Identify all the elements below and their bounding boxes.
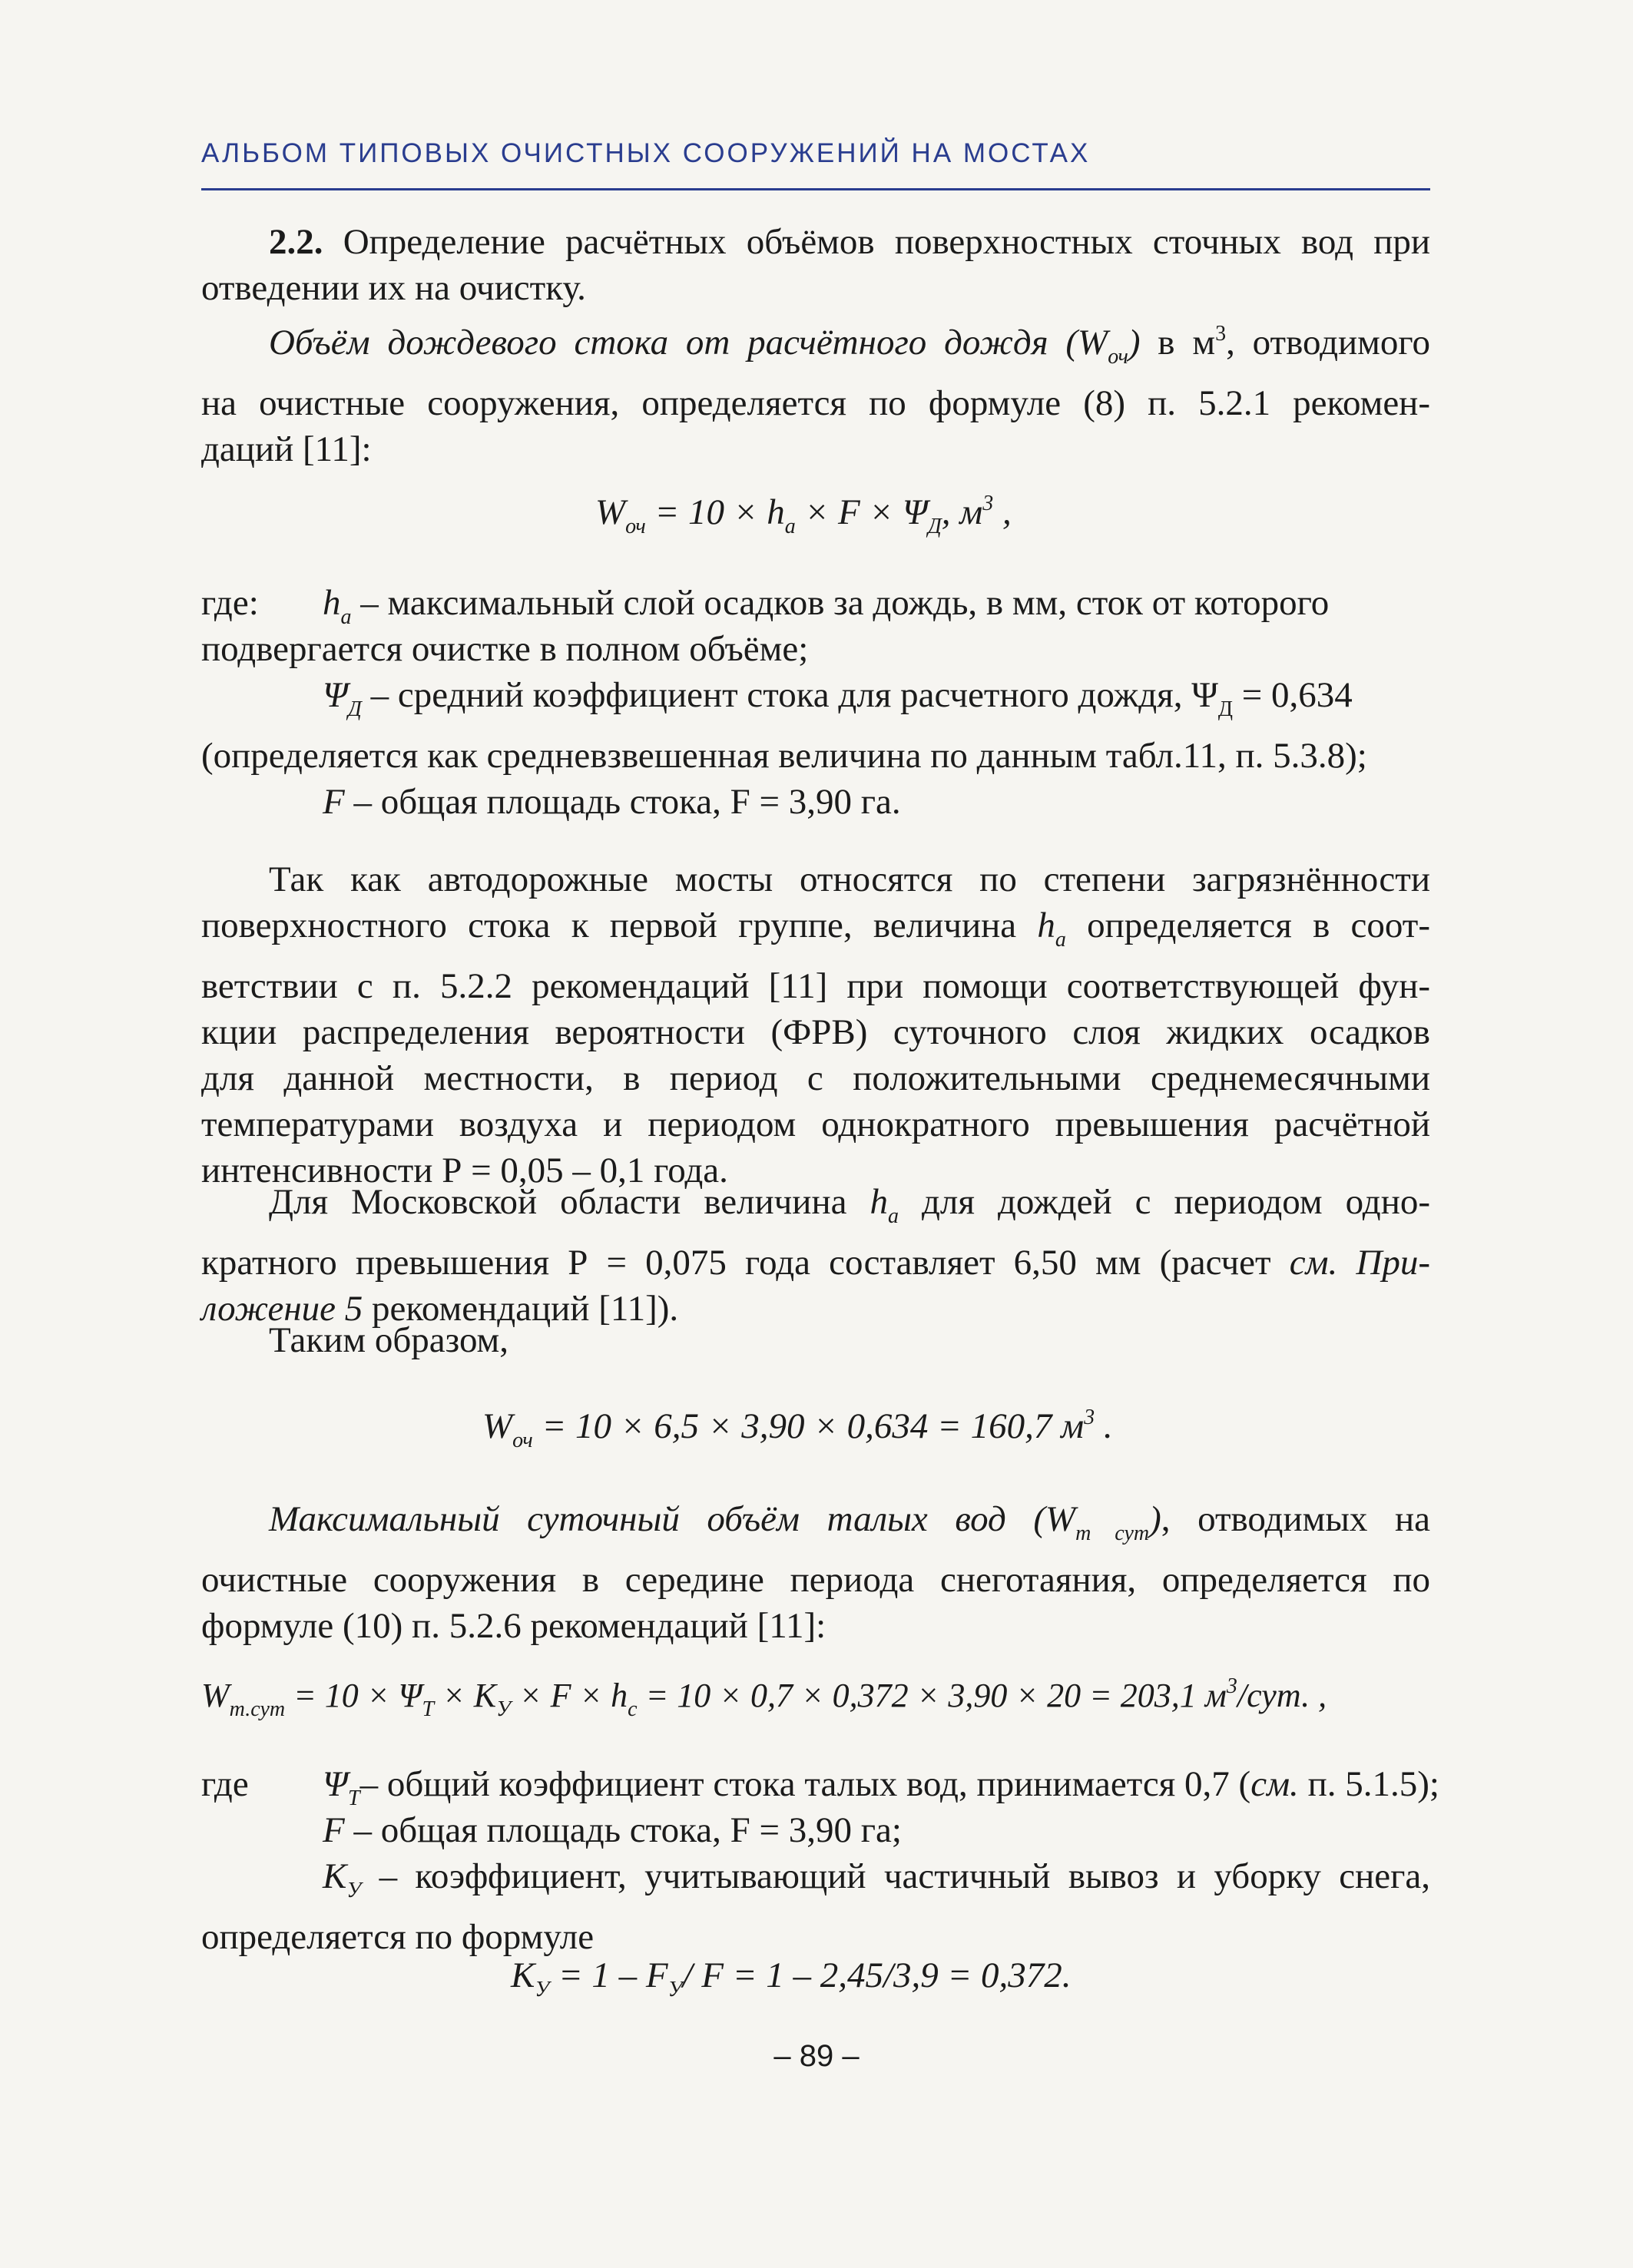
f4-a: = 1 – F: [549, 1955, 668, 1995]
p2-line4: кции распределения вероятности (ФРВ) суточного слоя жидких осадков: [201, 1012, 1430, 1052]
p2-h: h: [1037, 906, 1055, 945]
f1-unit: , м: [941, 492, 983, 532]
p3-h-sub: а: [887, 1204, 899, 1228]
def1-f: F: [323, 782, 345, 822]
f3-b: × K: [434, 1677, 497, 1714]
p1-italic: Объём дождевого стока от расчётного дождя (W: [269, 323, 1108, 363]
def1-psi-text2: (определяется как средневзвешенная величина по данным табл.11, п. 5.3.8);: [201, 736, 1367, 776]
f4-a-sub: У: [667, 1978, 683, 2001]
f4-k: K: [511, 1955, 535, 1995]
paragraph-bridges: [201, 856, 1430, 1194]
p1-line2: на очистные сооружения, определяется по формуле (8) п. 5.2.1 рекомен-: [201, 383, 1430, 423]
page-number: – 89 –: [773, 2039, 860, 2073]
formula-w-tsut: [201, 1674, 1327, 1722]
f3-a: = 10 × Ψ: [285, 1677, 422, 1714]
p1-sup: 3: [1215, 322, 1227, 346]
f4-k-sub: У: [535, 1978, 550, 2001]
p3-line1a: Для Московской области величина: [269, 1182, 870, 1222]
def2-psi-sub: Т: [348, 1786, 360, 1810]
section-heading: [201, 219, 1430, 265]
def2-psi: Ψ: [323, 1764, 349, 1804]
def2-k: K: [323, 1856, 347, 1896]
f3-c: × F × h: [510, 1677, 628, 1714]
paragraph-melt-water: [201, 1496, 1430, 1649]
section-title-line2: отведении их на очистку.: [201, 268, 586, 308]
p2-line7: интенсивности Р = 0,05 – 0,1 года.: [201, 1151, 728, 1190]
f1-psi-sub: Д: [927, 515, 942, 538]
f2-w-sub: оч: [512, 1429, 533, 1452]
f1-h-sub: а: [784, 515, 796, 538]
def2-f: F: [323, 1810, 345, 1850]
f3-b-sub: У: [496, 1697, 511, 1721]
definitions-1: [201, 580, 1430, 825]
p3-line2a: кратного превышения Р = 0,075 года составляет 6,50 мм (расчет: [201, 1243, 1290, 1283]
p3-line3b: рекомендаций [11]).: [363, 1289, 679, 1329]
def2-f-text: – общая площадь стока, F = 3,90 га;: [344, 1810, 902, 1850]
f3-w-sub: т.сут: [229, 1697, 286, 1721]
definitions-2: [201, 1761, 1439, 1960]
p5-line2: очистные сооружения в середине периода снеготаяния, определяется по: [201, 1560, 1430, 1600]
f1-mid: × F × Ψ: [795, 492, 928, 532]
running-header: АЛЬБОМ ТИПОВЫХ ОЧИСТНЫХ СООРУЖЕНИЙ НА МОСТАХ: [201, 138, 1091, 168]
def1-h-text: – максимальный слой осадков за дождь, в мм, сток от которого: [351, 583, 1330, 623]
p3-line1b: для дождей с периодом одно-: [898, 1182, 1430, 1222]
f3-e: /сут. ,: [1237, 1677, 1327, 1714]
def2-k-sub: У: [346, 1879, 362, 1902]
p2-line1: Так как автодорожные мосты относятся по степени загрязнённости: [269, 859, 1430, 899]
f1-end: ,: [993, 492, 1012, 532]
f3-d-sup: 3: [1226, 1674, 1237, 1698]
def1-psi-sub: Д: [348, 697, 362, 721]
def1-psi: Ψ: [323, 675, 349, 715]
f1-unit-sup: 3: [982, 492, 994, 515]
def2-psi-italic: см.: [1250, 1764, 1299, 1804]
p5-line1b: , отводимых на: [1161, 1499, 1430, 1539]
def1-psi-text: – средний коэффициент стока для расчетного дождя, Ψ: [361, 675, 1218, 715]
p2-line2b: определяется в соот-: [1065, 906, 1430, 945]
def1-f-text: – общая площадь стока, F = 3,90 га.: [344, 782, 901, 822]
p2-h-sub: а: [1055, 928, 1066, 952]
def2-k-text: – коэффициент, учитывающий частичный вывоз и уборку снега,: [361, 1856, 1430, 1896]
p1-line3: даций [11]:: [201, 429, 372, 469]
f2-end: .: [1095, 1406, 1113, 1446]
formula-k-u: [511, 1955, 1072, 2002]
formula-w-och: [595, 492, 1012, 539]
f3-a-sub: Т: [422, 1697, 435, 1721]
f4-b: / F = 1 – 2,45/3,9 = 0,372.: [682, 1955, 1072, 1995]
f2-w: W: [482, 1406, 513, 1446]
header-rule: [201, 188, 1430, 190]
paragraph-thus: Таким образом,: [269, 1320, 509, 1360]
p5-line3: формуле (10) п. 5.2.6 рекомендаций [11]:: [201, 1606, 826, 1646]
def1-psi-sub2: Д: [1217, 697, 1234, 721]
f3-c-sub: с: [628, 1697, 638, 1721]
formula-w-och-value: [482, 1405, 1113, 1453]
def2-psi-text: – общий коэффициент стока талых вод, принимается 0,7 (: [359, 1764, 1251, 1804]
def2-where: где: [201, 1764, 249, 1804]
section-number: 2.2.: [269, 222, 323, 262]
f2-expr: = 10 × 6,5 × 3,90 × 0,634 = 160,7 м: [532, 1406, 1085, 1446]
p1-italic-close: ): [1128, 323, 1141, 363]
p1-sub: оч: [1108, 345, 1128, 369]
p2-line3: ветствии с п. 5.2.2 рекомендаций [11] при помощи соответствующей фун-: [201, 966, 1430, 1006]
p3-h: h: [869, 1182, 888, 1222]
paragraph-rain-volume: [201, 311, 1430, 472]
def2-psi-end: п. 5.1.5);: [1298, 1764, 1439, 1804]
p3-line3-italic: ложение 5: [201, 1289, 363, 1329]
f1-w: W: [595, 492, 626, 532]
f3-d: = 10 × 0,7 × 0,372 × 3,90 × 20 = 203,1 м: [637, 1677, 1227, 1714]
paragraph-moscow: [201, 1179, 1430, 1332]
f1-w-sub: оч: [625, 515, 646, 538]
p2-line5: для данной местности, в период с положительными среднемесячными: [201, 1058, 1430, 1098]
p5-italic: Максимальный суточный объём талых вод (W: [269, 1499, 1076, 1539]
def1-h-text2: подвергается очистке в полном объёме;: [201, 629, 809, 669]
p5-italic-close: ): [1149, 1499, 1161, 1539]
f1-eq: = 10 × h: [645, 492, 785, 532]
section-title-line1: Определение расчётных объёмов поверхностных сточных вод при: [323, 222, 1430, 262]
def1-h: h: [323, 583, 341, 623]
def2-k-text2: определяется по формуле: [201, 1917, 595, 1957]
def1-where: где:: [201, 583, 259, 623]
def1-h-sub: а: [340, 605, 352, 629]
f3-w: W: [201, 1677, 230, 1714]
p2-line2a: поверхностного стока к первой группе, величина: [201, 906, 1038, 945]
p1-text: в м: [1140, 323, 1216, 363]
p2-line6: температурами воздуха и периодом однократного превышения расчётной: [201, 1104, 1430, 1144]
p5-sub: т сут: [1075, 1521, 1150, 1545]
p1-text-end: , отводимого: [1226, 323, 1431, 363]
p3-line2-italic: см. При-: [1289, 1243, 1430, 1283]
f2-sup: 3: [1084, 1405, 1095, 1429]
def1-psi-val: = 0,634: [1233, 675, 1353, 715]
